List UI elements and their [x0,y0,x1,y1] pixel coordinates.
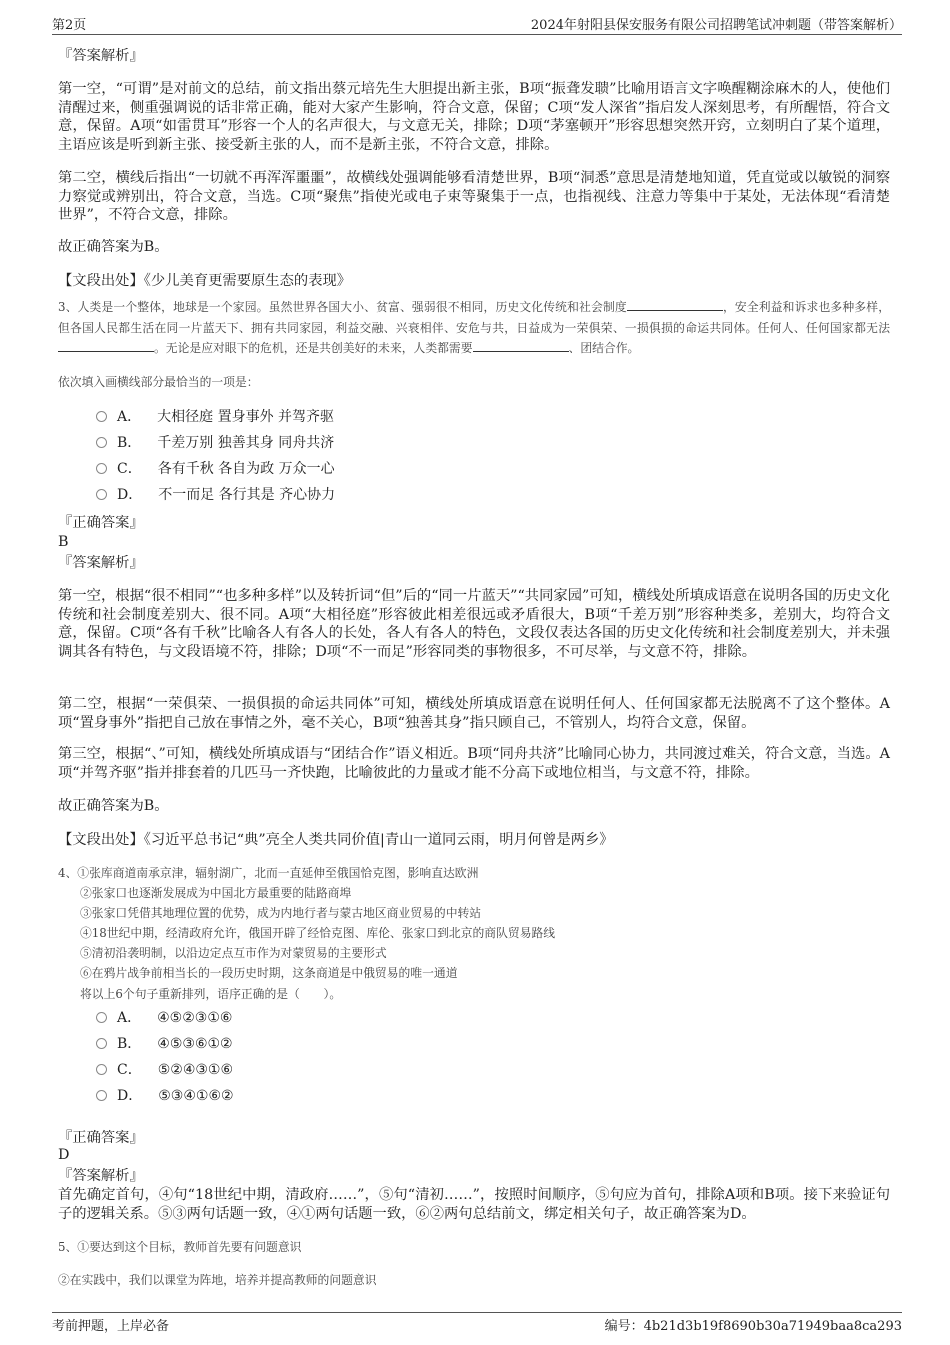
q3-option-d[interactable]: D． 不一而足 各行其是 齐心协力 [96,486,335,504]
q2-analysis-para2: 第二空，横线后指出“一切就不再浑浑噩噩”，故横线处强调能够看清楚世界，B项“洞悉”意思是清楚地知道，凭直觉或以敏锐的洞察力察觉或辨别出，符合文意，当选。C项“聚焦”指使光或电子束等聚集于一点，也指视线、注意力等集中于某处，无法体现“看清楚世界”，不符合文意，排除。 [58,170,890,223]
q2-source: 【文段出处】《少儿美育更需要原生态的表现》 [58,273,352,289]
q3-blank-2 [58,339,154,352]
q4-line-5: ⑤清初沿袭明制，以沿边定点互市作为对蒙贸易的主要形式 [80,946,387,960]
footer-slogan: 考前押题，上岸必备 [52,1319,170,1334]
q3-source: 【文段出处】《习近平总书记“典”亮全人类共同价值|青山一道同云雨，明月何曾是两乡》 [58,832,614,848]
q4-option-b[interactable]: B． ④⑤③⑥①② [96,1035,233,1053]
q4-prompt: 将以上6个句子重新排列，语序正确的是（ ）。 [80,987,342,1001]
page-number: 第2页 [52,18,87,33]
q4-line-6: ⑥在鸦片战争前相当长的一段历史时期，这条商道是中俄贸易的唯一通道 [80,966,458,980]
footer-code: 编号：4b21d3b19f8690b30a71949baa8ca293 [604,1319,902,1334]
radio-icon[interactable] [96,437,107,448]
q3-prompt: 依次填入画横线部分最恰当的一项是： [58,375,259,389]
q3-blank-1 [627,298,723,311]
q3-option-a[interactable]: A． 大相径庭 置身事外 并驾齐驱 [96,408,334,426]
q3-analysis-para2: 第二空，根据“一荣俱荣、一损俱损的命运共同体”可知，横线处所填成语意在说明任何人、任何国家都无法脱离不了这个整体。A项“置身事外”指把自己放在事情之外，毫不关心，B项“独善其身”指只顾自己，不管别人，均符合文意，保留。 [58,696,890,731]
page-footer [52,1312,902,1335]
radio-icon[interactable] [96,411,107,422]
q4-option-a[interactable]: A． ④⑤②③①⑥ [96,1009,232,1027]
radio-icon[interactable] [96,1064,107,1075]
q3-option-b[interactable]: B． 千差万别 独善其身 同舟共济 [96,434,334,452]
q3-conclusion: 故正确答案为B。 [58,798,169,814]
q4-correct-answer: D [58,1147,70,1163]
q2-analysis-para1: 第一空，“可谓”是对前文的总结，前文指出蔡元培先生大胆提出新主张，B项“振聋发聩”比喻用语言文字唤醒糊涂麻木的人，使他们清醒过来，侧重强调说的话非常正确，能对大家产生影响，符合文意，保留；C项“发人深省”指启发人深刻思考，有所醒悟，符合文意，保留。A项“如雷贯耳”形容一个人的名声很大，与文意无关，排除；D项“茅塞顿开”形容思想突然开窍，立刻明白了某个道理，主语应该是听到新主张、接受新主张的人，而不是新主张，不符合文意，排除。 [58,81,890,153]
q3-analysis-para1: 第一空，根据“很不相同”“也多种多样”以及转折词“但”后的“同一片蓝天”“共同家园”可知，横线处所填成语意在说明各国的历史文化传统和社会制度差别大、很不同。A项“大相径庭”形容彼此相差很远或矛盾很大，B项“千差万别”形容种类多，差别大，均符合文意，保留。C项“各有千秋”比喻各人有各人的长处，各人有各人的特色，文段仅表达各国的历史文化传统和社会制度差别大，并未强调其各有特色，与文段语境不符，排除；D项“不一而足”形容同类的事物很多，不可尽举，与文意不符，排除。 [58,588,890,660]
q5-line-2: ②在实践中，我们以课堂为阵地，培养并提高教师的问题意识 [58,1273,377,1287]
q3-blank-3 [473,339,569,352]
radio-icon[interactable] [96,463,107,474]
q3-correct-answer: B [58,534,69,550]
q3-analysis-para3: 第三空，根据“、”可知，横线处所填成语与“团结合作”语义相近。B项“同舟共济”比喻同心协力，共同渡过难关，符合文意，当选。A项“并驾齐驱”指并排套着的几匹马一齐快跑，比喻彼此的力量或才能不分高下或地位相当，与文意不符，排除。 [58,746,890,781]
q4-line-4: ④18世纪中期，经清政府允许，俄国开辟了经恰克图、库伦、张家口到北京的商队贸易路线 [80,926,556,940]
q4-line-2: ②张家口也逐渐发展成为中国北方最重要的陆路商埠 [80,886,352,900]
radio-icon[interactable] [96,489,107,500]
radio-icon[interactable] [96,1090,107,1101]
document-title: 2024年射阳县保安服务有限公司招聘笔试冲刺题（带答案解析） [530,18,902,33]
q4-option-d[interactable]: D． ⑤③④①⑥② [96,1087,234,1105]
q4-line-3: ③张家口凭借其地理位置的优势，成为内地行者与蒙古地区商业贸易的中转站 [80,906,482,920]
radio-icon[interactable] [96,1012,107,1023]
q2-analysis-label: 『答案解析』 [58,48,144,64]
q2-conclusion: 故正确答案为B。 [58,239,169,255]
q5-line-1: 5、①要达到这个目标，教师首先要有问题意识 [58,1240,302,1254]
q3-option-c[interactable]: C． 各有千秋 各自为政 万众一心 [96,460,335,478]
q4-analysis-label: 『答案解析』 [58,1168,144,1184]
q4-correct-label: 『正确答案』 [58,1130,144,1146]
q3-correct-label: 『正确答案』 [58,515,144,531]
q4-analysis: 首先确定首句，④句“18世纪中期，清政府……”，⑤句“清初……”，按照时间顺序，⑤句应为首句，排除A项和B项。接下来验证句子的逻辑关系。⑤③两句话题一致，④①两句话题一致，⑥②两句总结前文，绑定相关句子，故正确答案为D。 [58,1187,890,1222]
page-header [52,14,902,35]
q3-stem: 3、人类是一个整体，地球是一个家园。虽然世界各国大小、贫富、强弱很不相同，历史文化传统和社会制度 ，安全利益和诉求也多种多样，但各国人民都生活在同一片蓝天下、拥有共同家园，利益交融、兴衰相伴、安危与共，日益成为一荣俱荣、一损俱损的命运共同体。任何人、任何国家都无法。无论是应对眼下的危机，还是共创美好的未来，人类都需要 、团结合作。 [58,300,890,355]
q4-line-1: 4、①张库商道南承京津，辐射湖广，北而一直延伸至俄国恰克图，影响直达欧洲 [58,866,479,880]
q3-analysis-label: 『答案解析』 [58,555,144,571]
q4-option-c[interactable]: C． ⑤②④③①⑥ [96,1061,233,1079]
radio-icon[interactable] [96,1038,107,1049]
